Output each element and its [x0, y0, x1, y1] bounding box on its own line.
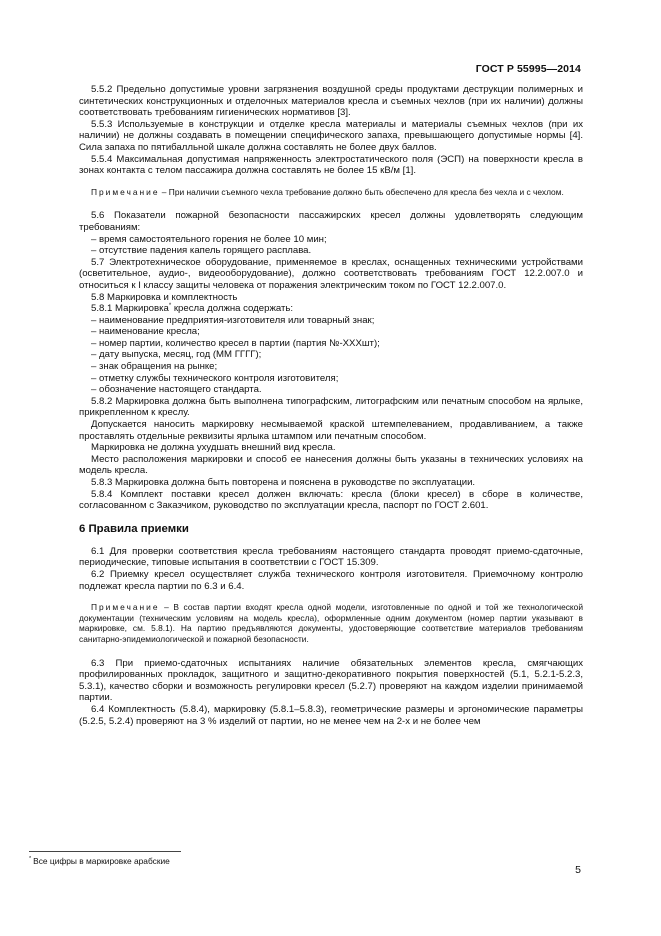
list-item: – отметку службы технического контроля изготовителя; [91, 372, 339, 384]
paragraph-6-4: 6.4 Комплектность (5.8.4), маркировку (5.8.1–5.8.3), геометрические размеры и эргономические параметры (5.2.5, 5.2.4) проверяют на 3 % изделий от партии, но не менее чем на 2-х и не более чем [79, 703, 583, 727]
paragraph-5-5-2: 5.5.2 Предельно допустимые уровни загрязнения воздушной среды продуктами деструкции полимерных и синтетических конструкционных и отделочных материалов кресла и съемных чехлов (при их наличии) должны соответствовать требованиям гигиенических нормативов [3]. [79, 84, 583, 119]
list-item: – наименование предприятия-изготовителя или товарный знак; [91, 314, 375, 326]
paragraph-5-8-3: 5.8.3 Маркировка должна быть повторена и пояснена в руководстве по эксплуатации. [91, 477, 476, 488]
footnote-mark: * [29, 856, 32, 863]
paragraph-6-3: 6.3 При приемо-сдаточных испытаниях наличие обязательных элементов кресла, смягчающих профилированных прокладок, защитного и защитно-декоративного покрытия поверхностей (5.1, 5.2.1-5.2.3, 5.3.1), качество сборки и возможность регулировки кресел (5.2.7) проверяют на каждом изделии принимаемой партии. [79, 657, 583, 704]
footnote [29, 856, 170, 866]
footnote-divider [29, 851, 181, 852]
footnote-marker: * [168, 302, 172, 309]
note-dash: – [159, 186, 169, 197]
note-dash: – [159, 602, 174, 613]
paragraph-5-8: 5.8 Маркировка и комплектность [91, 291, 238, 303]
list-item: – знак обращения на рынке; [91, 361, 218, 373]
paragraph-5-8-1 [79, 303, 583, 315]
list-item: – обозначение настоящего стандарта. [91, 384, 262, 396]
note-label: Примечание [91, 602, 160, 613]
list-item: – дату выпуска, месяц, год (ММ ГГГГ); [91, 349, 262, 361]
paragraph-5-8-1-lead: 5.8.1 Маркировка [91, 303, 169, 315]
paragraph-6-2: 6.2 Приемку кресел осуществляет служба технического контроля изготовителя. Приемочному контролю подлежат кресла партии по 6.3 и 6.4. [79, 568, 583, 592]
page-number: 5 [575, 864, 581, 876]
paragraph-5-8-2-b: Допускается наносить маркировку несмываемой краской штемпелеванием, продавливанием, а также проставлять отдельные реквизиты ярлыка штампом или печатным способом. [79, 419, 583, 442]
note-label: Примечание [91, 186, 160, 197]
paragraph-5-8-2-d: Место расположения маркировки и способ ее нанесения должны быть указаны в технических условиях на модель кресла. [79, 453, 583, 477]
list-item: – наименование кресла; [91, 326, 200, 338]
paragraph-5-8-2: 5.8.2 Маркировка должна быть выполнена типографским, литографским или печатным способом на ярлыке, прикрепленном к креслу. [79, 395, 583, 419]
paragraph-5-8-4: 5.8.4 Комплект поставки кресел должен включать: кресла (блоки кресел) в сборе в количестве, согласованном с Заказчиком, руководство по эксплуатации кресла, паспорт по ГОСТ 2.601. [79, 488, 583, 512]
paragraph-5-7: 5.7 Электротехническое оборудование, применяемое в креслах, оснащенных техническими устройствами (осветительное, аудио-, видеооборудование), должно соответствовать требованиям ГОСТ 12.2.007.0 и относиться к I классу защиты человека от поражения электрическим током по ГОСТ 12.2.007.0. [79, 256, 583, 291]
note-text: При наличии съемного чехла требование должно быть обеспечено для кресла без чехла и с чехлом. [168, 186, 564, 197]
paragraph-5-5-3: 5.5.3 Используемые в конструкции и отделке кресла материалы и материалы съемных чехлов (при их наличии) не должны создавать в помещении специфического запаха, превышающего допустимые нормы [4]. Сила запаха по пятибалльной шкале должна составлять не более двух баллов. [79, 118, 583, 153]
standard-header: ГОСТ Р 55995—2014 [475, 63, 581, 75]
section-6-heading: 6 Правила приемки [79, 522, 189, 535]
note-partiya [79, 602, 583, 644]
footnote-text: Все цифры в маркировке арабские [33, 856, 170, 866]
paragraph-5-5-4: 5.5.4 Максимальная допустимая напряженность электростатического поля (ЭСП) на поверхности кресла в зонах контакта с телом пассажира должна составлять не более 15 кВ/м [1]. [79, 153, 583, 177]
paragraph-5-8-2-c: Маркировка не должна ухудшать внешний вид кресла. [91, 442, 336, 454]
page-body [79, 84, 583, 727]
paragraph-5-8-1-rest: кресла должна содержать: [171, 303, 294, 315]
list-item: – время самостоятельного горения не более 10 мин; [91, 233, 327, 245]
note-text: В состав партии входят кресла одной модели, изготовленные по одной и той же технологической документации (техническим условиям на модель кресла), оформленные одним документом (номер партии указывают в маркировке, см. 5.8.1). На партию предъявляются документы, удостоверяющие соответствие материалов требованиям санитарно-эпидемиологической и пожарной безопасности. [79, 602, 584, 644]
note-chehol [79, 187, 583, 198]
paragraph-6-1: 6.1 Для проверки соответствия кресла требованиям настоящего стандарта проводят приемо-сдаточные, периодические, типовые испытания в соответствии с ГОСТ 15.309. [79, 545, 583, 569]
list-item: – отсутствие падения капель горящего расплава. [91, 245, 312, 257]
paragraph-5-6: 5.6 Показатели пожарной безопасности пассажирских кресел должны удовлетворять следующим требованиям: [79, 210, 583, 233]
list-item: – номер партии, количество кресел в партии (партия №-XXXшт); [91, 337, 380, 349]
